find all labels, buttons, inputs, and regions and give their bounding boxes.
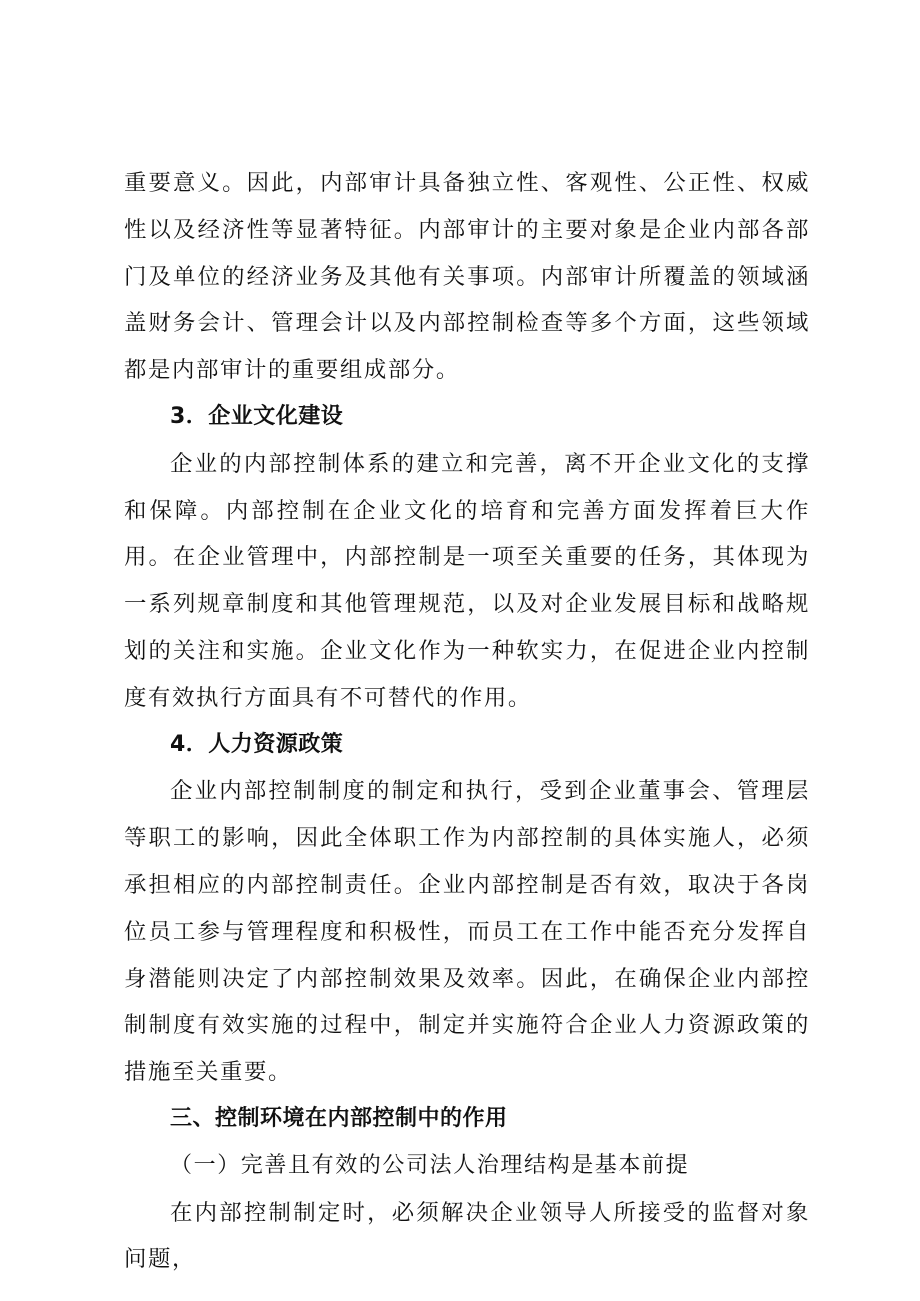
paragraph-corporate-culture: 企业的内部控制体系的建立和完善，离不开企业文化的支撑和保障。内部控制在企业文化的培育和完善方面发挥着巨大作用。在企业管理中，内部控制是一项至关重要的任务，其体现为一系列规章制度和其他管理规范，以及对企业发展目标和战略规划的关注和实施。企业文化作为一种软实力，在促进企业内控制度有效执行方面具有不可替代的作用。 — [124, 450, 810, 711]
paragraph-hr-policy: 企业内部控制制度的制定和执行，受到企业董事会、管理层等职工的影响，因此全体职工作为内部控制的具体实施人，必须承担相应的内部控制责任。企业内部控制是否有效，取决于各岗位员工参与管理程度和积极性，而员工在工作中能否充分发挥自身潜能则决定了内部控制效果及效率。因此，在确保企业内部控制制度有效实施的过程中，制定并实施符合企业人力资源政策的措施至关重要。 — [124, 778, 810, 1086]
section-heading-control-environment: 三、控制环境在内部控制中的作用 — [170, 1105, 508, 1131]
paragraph-governance-structure: 在内部控制制定时，必须解决企业领导人所接受的监督对象问题， — [124, 1199, 810, 1273]
heading-corporate-culture: 3．企业文化建设 — [170, 403, 344, 429]
subheading-governance-structure: （一）完善且有效的公司法人治理结构是基本前提 — [170, 1152, 690, 1178]
document-page — [124, 160, 810, 1283]
heading-hr-policy: 4．人力资源政策 — [170, 731, 344, 757]
paragraph-internal-audit: 重要意义。因此，内部审计具备独立性、客观性、公正性、权威性以及经济性等显著特征。内部审计的主要对象是企业内部各部门及单位的经济业务及其他有关事项。内部审计所覆盖的领域涵盖财务会计、管理会计以及内部控制检查等多个方面，这些领域都是内部审计的重要组成部分。 — [124, 170, 810, 384]
